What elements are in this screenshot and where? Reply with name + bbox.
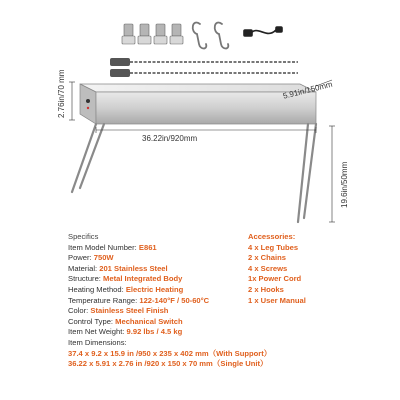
s-hook-icon — [193, 23, 229, 49]
power-cord-icon — [244, 27, 282, 36]
accessories-title: Accessories: — [248, 232, 296, 241]
spec-row-temperature: Temperature Range: 122-140°F / 50-60°C — [68, 295, 210, 305]
accessory-item: 2 x Chains — [248, 253, 286, 263]
length-dimension-label: 36.22in/920mm — [142, 134, 198, 143]
item-dimensions — [68, 338, 368, 370]
accessory-item: 2 x Hooks — [248, 284, 284, 294]
accessory-item: 1 x User Manual — [248, 295, 306, 305]
accessory-item: 4 x Screws — [248, 263, 288, 273]
accessory-item: 4 x Leg Tubes — [248, 242, 299, 252]
depth-dimension-label: 5.91in/150mm — [282, 79, 334, 101]
specifics-list — [68, 232, 248, 338]
specifications-panel — [68, 232, 360, 382]
leg-height-dimension-label: 19.6in/50mm — [340, 161, 349, 208]
spec-row-weight: Item Net Weight: 9.92 lbs / 4.5 kg — [68, 327, 183, 337]
accessory-item: 1x Power Cord — [248, 274, 302, 284]
leg-tube-set — [122, 24, 183, 44]
spec-row-control-type: Control Type: Mechanical Switch — [68, 316, 183, 326]
item-dimensions-label: Item Dimensions: — [68, 338, 127, 347]
specifics-title: Specifics — [68, 232, 99, 241]
food-warmer-body — [80, 84, 316, 124]
dimension-single-unit: 36.22 x 5.91 x 2.76 in /920 x 150 x 70 mm（Single Unit） — [68, 359, 268, 369]
spec-row-color: Color: Stainless Steel Finish — [68, 306, 169, 316]
spec-row-heating-method: Heating Method: Electric Heating — [68, 284, 184, 294]
chain-set — [110, 58, 298, 77]
dimension-with-support: 37.4 x 9.2 x 15.9 in /950 x 235 x 402 mm（With Support） — [68, 348, 272, 358]
height-dimension-label: 2.76in/70 mm — [57, 69, 66, 118]
spec-row-material: Material: 201 Stainless Steel — [68, 263, 168, 273]
spec-row-power: Power: 750W — [68, 253, 114, 263]
spec-row-structure: Structure: Metal Integrated Body — [68, 274, 183, 284]
accessories-list — [248, 232, 363, 306]
spec-row-model: Item Model Number: E861 — [68, 242, 157, 252]
